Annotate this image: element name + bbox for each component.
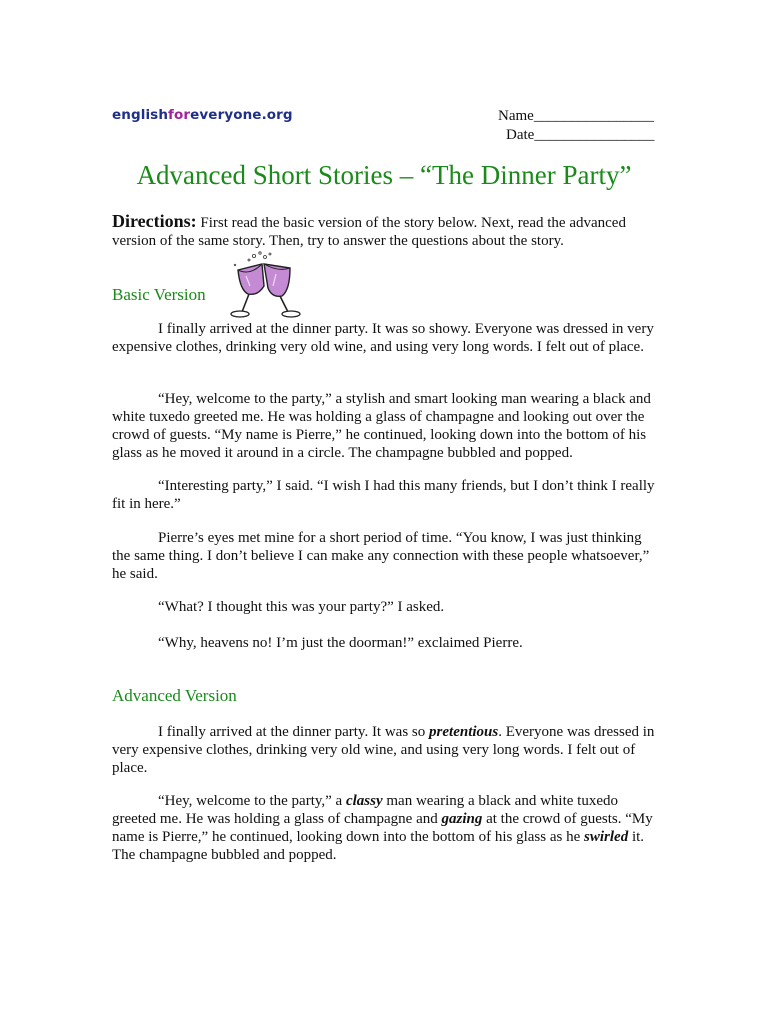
directions-paragraph bbox=[112, 212, 657, 250]
logo-text-english: english bbox=[112, 107, 169, 123]
vocab-word-gazing: gazing bbox=[441, 811, 483, 827]
basic-paragraph-1: I finally arrived at the dinner party. It was so showy. Everyone was dressed in very expensive clothes, drinking very old wine, and using very long words. I felt out of place. bbox=[112, 321, 654, 355]
advanced-version-heading: Advanced Version bbox=[112, 686, 237, 705]
directions-text: First read the basic version of the story below. Next, read the advanced version of the same story. Then, try to answer the questions about the story. bbox=[112, 215, 626, 249]
basic-paragraph-3: “Interesting party,” I said. “I wish I had this many friends, but I don’t think I really fit in here.” bbox=[112, 478, 655, 512]
date-field-line: Date________________ bbox=[506, 127, 655, 143]
advanced-paragraph-1: I finally arrived at the dinner party. It was so pretentious. Everyone was dressed in very expensive clothes, drinking very old wine, and using very long words. I felt out of place. bbox=[112, 724, 655, 776]
directions-label: Directions: bbox=[112, 211, 197, 231]
advanced-paragraph-2: “Hey, welcome to the party,” a classy man wearing a black and white tuxedo greeted me. He was holding a glass of champagne and gazing at the crowd of guests. “My name is Pierre,” he continued, looking down into the bottom of his glass as he swirled it. The champagne bubbled and popped. bbox=[112, 793, 653, 863]
vocab-word-classy: classy bbox=[345, 793, 383, 809]
site-logo bbox=[112, 107, 293, 123]
basic-paragraph-4: Pierre’s eyes met mine for a short period of time. “You know, I was just thinking the same thing. I don’t believe I can make any connection with these people whatsoever,” he said. bbox=[112, 530, 650, 582]
logo-text-domain: everyone.org bbox=[190, 107, 293, 123]
basic-paragraph-5: “What? I thought this was your party?” I asked. bbox=[158, 599, 445, 615]
basic-version-heading: Basic Version bbox=[112, 285, 206, 304]
champagne-glasses-icon bbox=[224, 250, 308, 322]
vocab-word-pretentious: pretentious bbox=[429, 724, 499, 740]
name-date-block bbox=[498, 107, 654, 145]
worksheet-title: Advanced Short Stories – “The Dinner Party” bbox=[136, 160, 632, 190]
logo-text-for: for bbox=[168, 107, 191, 123]
basic-paragraph-6: “Why, heavens no! I’m just the doorman!” exclaimed Pierre. bbox=[158, 635, 523, 651]
basic-paragraph-2: “Hey, welcome to the party,” a stylish and smart looking man wearing a black and white tuxedo greeted me. He was holding a glass of champagne and looking out over the crowd of guests. “My name is Pierre,” he continued, looking down into the bottom of his glass as he moved it around in a circle. The champagne bubbled and popped. bbox=[112, 391, 651, 461]
vocab-word-swirled: swirled bbox=[584, 829, 629, 845]
name-field-line: Name________________ bbox=[498, 108, 654, 124]
